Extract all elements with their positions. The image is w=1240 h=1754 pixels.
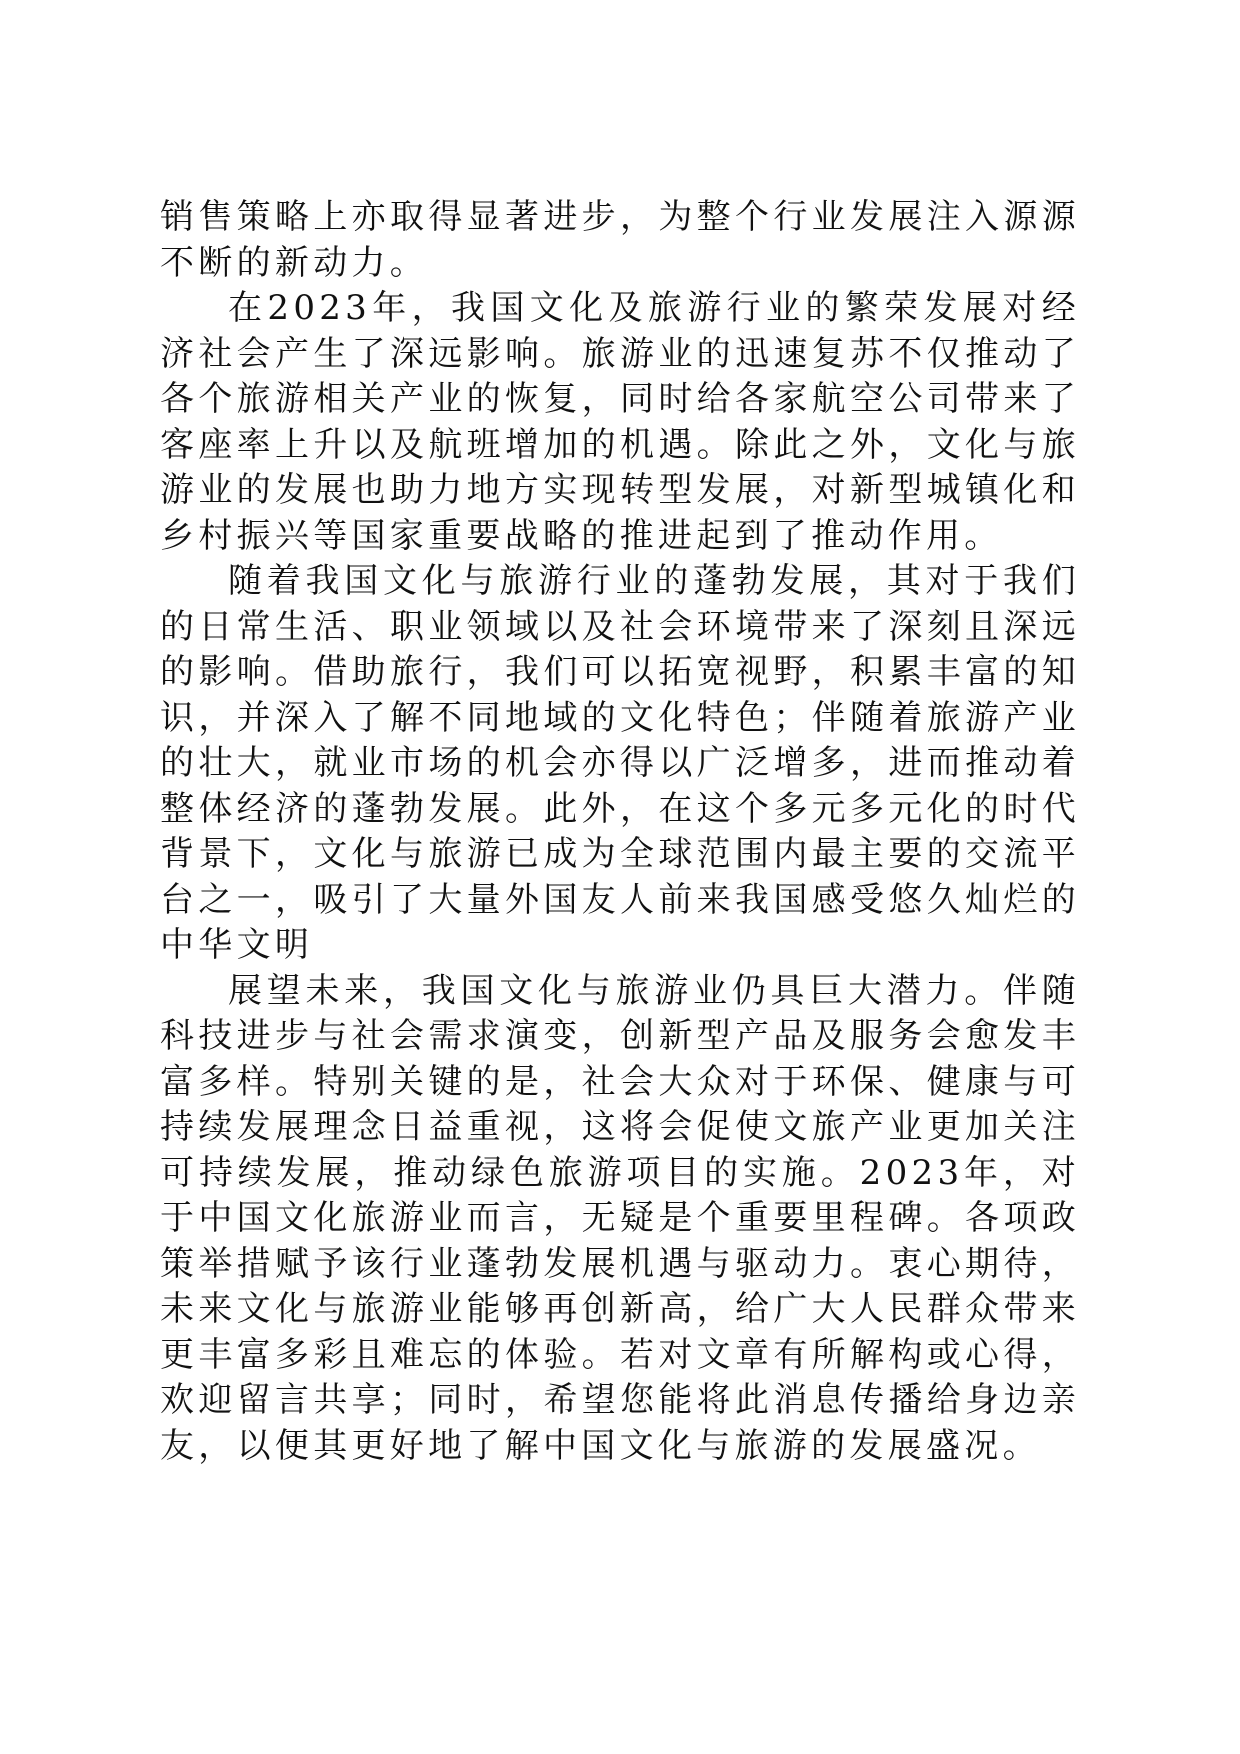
paragraph-4: 展望未来，我国文化与旅游业仍具巨大潜力。伴随科技进步与社会需求演变，创新型产品及服务会愈发丰富多样。特别关键的是，社会大众对于环保、健康与可持续发展理念日益重视，这将会促使文旅产业更加关注可持续发展，推动绿色旅游项目的实施。2023年，对于中国文化旅游业而言，无疑是个重要里程碑。各项政策举措赋予该行业蓬勃发展机遇与驱动力。衷心期待，未来文化与旅游业能够再创新高，给广大人民群众带来更丰富多彩且难忘的体验。若对文章有所解构或心得，欢迎留言共享；同时，希望您能将此消息传播给身边亲友，以便其更好地了解中国文化与旅游的发展盛况。: [160, 970, 1080, 1466]
document-body: [160, 195, 1080, 1469]
paragraph-1: 销售策略上亦取得显著进步，为整个行业发展注入源源不断的新动力。: [160, 197, 1080, 283]
paragraph-2: 在2023年，我国文化及旅游行业的繁荣发展对经济社会产生了深远影响。旅游业的迅速复苏不仅推动了各个旅游相关产业的恢复，同时给各家航空公司带来了客座率上升以及航班增加的机遇。除此之外，文化与旅游业的发展也助力地方实现转型发展，对新型城镇化和乡村振兴等国家重要战略的推进起到了推动作用。: [160, 288, 1080, 556]
paragraph-3: 随着我国文化与旅游行业的蓬勃发展，其对于我们的日常生活、职业领域以及社会环境带来了深刻且深远的影响。借助旅行，我们可以拓宽视野，积累丰富的知识，并深入了解不同地域的文化特色；伴随着旅游产业的壮大，就业市场的机会亦得以广泛增多，进而推动着整体经济的蓬勃发展。此外，在这个多元多元化的时代背景下，文化与旅游已成为全球范围内最主要的交流平台之一，吸引了大量外国友人前来我国感受悠久灿烂的中华文明: [160, 561, 1080, 965]
